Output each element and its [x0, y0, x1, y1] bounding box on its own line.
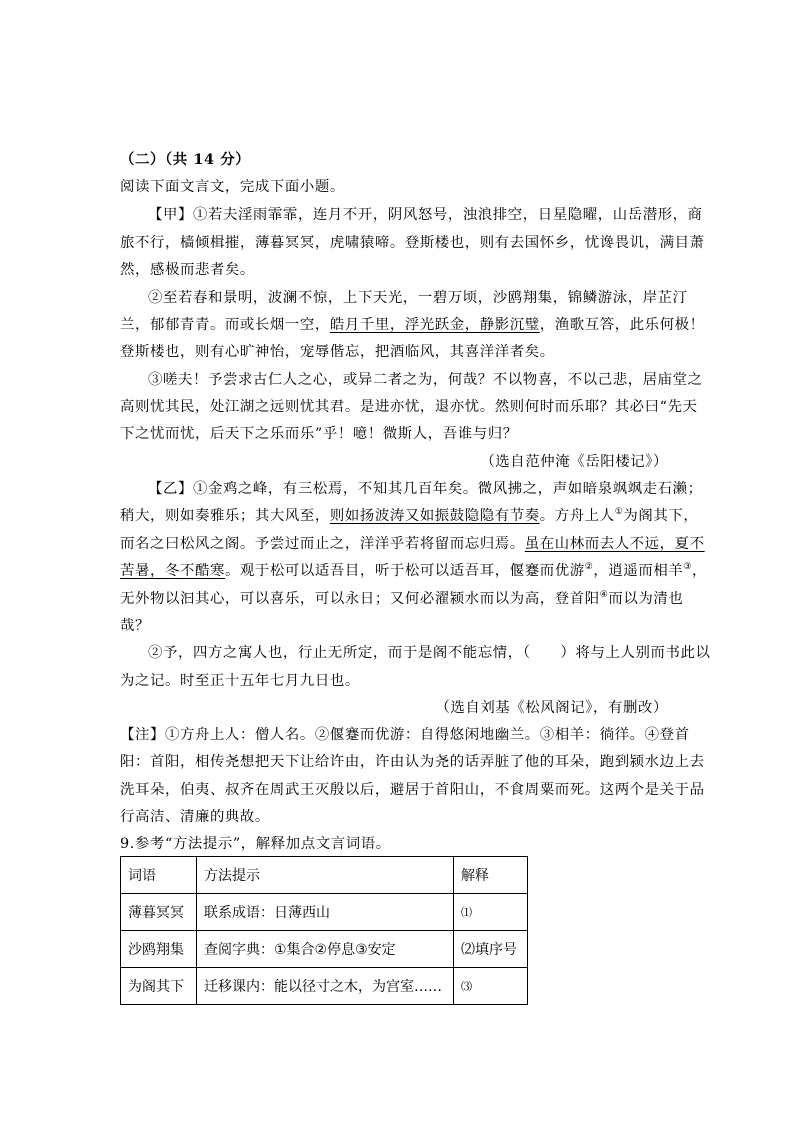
- yi-line4: 苦暑，冬不酷寒。观于松可以适吾目，听于松可以适吾耳，偃蹇而优游②，逍遥而相羊③，: [120, 562, 708, 579]
- instruction: 阅读下面文言文，完成下面小题。: [120, 179, 345, 195]
- table-row: [121, 968, 528, 1005]
- header-word: 词语: [121, 857, 197, 894]
- cell-answer[interactable]: ⑵填序号: [454, 931, 528, 968]
- jia-p1-line3: 然，感极而悲者矣。: [120, 262, 255, 278]
- yi-p2-line1: ②予，四方之寓人也，行止无所定，而于是阁不能忘情，（ ）将与上人别而书此以: [148, 645, 711, 661]
- cell-word: 薄暮冥冥: [121, 894, 197, 931]
- vocab-table: [120, 856, 528, 1005]
- footnote-marker: ①: [614, 507, 624, 518]
- jia-p2-line1: ②至若春和景明，波澜不惊，上下天光，一碧万顷，沙鸥翔集，锦鳞游泳，岸芷汀: [148, 290, 688, 306]
- jia-p1-line1: 【甲】①若夫淫雨霏霏，连月不开，阴风怒号，浊浪排空，日星隐曜，山岳潜形，商: [148, 207, 703, 223]
- note-line4: 行高洁、清廉的典故。: [120, 809, 270, 825]
- note-line1: 【注】①方舟上人：僧人名。②偃蹇而优游：自得悠闲地幽兰。③相羊：徜徉。④登首: [120, 727, 690, 743]
- header-answer: 解释: [454, 857, 528, 894]
- table-row: [121, 931, 528, 968]
- cell-word: 沙鸥翔集: [121, 931, 197, 968]
- table-row: [121, 894, 528, 931]
- underlined-phrase: 皓月千里，浮光跃金，静影沉璧: [329, 317, 540, 333]
- cell-hint: 查阅字典：①集合②停息③安定: [197, 931, 454, 968]
- jia-source: （选自范仲淹《岳阳楼记》）: [480, 454, 668, 470]
- cell-answer[interactable]: ⑴: [454, 894, 528, 931]
- yi-line2: 稍大，则如奏雅乐；其大风至，则如扬波涛又如振鼓隐隐有节奏。方舟上人①为阁其下，: [120, 507, 699, 524]
- jia-p1-line2: 旅不行，樯倾楫摧，薄暮冥冥，虎啸猿啼。登斯楼也，则有去国怀乡，忧谗畏讥，满目萧: [120, 235, 705, 251]
- table-header-row: [121, 857, 528, 894]
- footnote-marker: ④: [599, 590, 609, 601]
- question-9-prompt: 9.参考“方法提示”，解释加点文言词语。: [120, 836, 391, 852]
- footnote-marker: ②: [584, 562, 594, 573]
- yi-source: （选自刘基《松风阁记》，有删改）: [435, 700, 668, 716]
- underlined-phrase: 虽在山林而去人不远，夏不: [524, 536, 705, 552]
- yi-line6: 哉？: [120, 618, 150, 634]
- jia-p2-line3: 登斯楼也，则有心旷神怡，宠辱偕忘，把酒临风，其喜洋洋者矣。: [120, 344, 555, 360]
- yi-p2-line2: 为之记。时至正十五年七月九日也。: [120, 673, 360, 689]
- jia-p3-line2: 高则忧其民，处江湖之远则忧其君。是进亦忧，退亦忧。然则何时而乐耶？其必曰“先天: [120, 399, 698, 415]
- jia-p3-line3: 下之忧而忧，后天下之乐而乐”乎！噫！微斯人，吾谁与归？: [120, 426, 518, 442]
- underlined-phrase: 则如扬波涛又如振鼓隐隐有节奏: [329, 508, 540, 524]
- cell-hint: 迁移课内：能以径寸之木，为宫室……: [197, 968, 454, 1005]
- underlined-phrase: 苦暑，冬不酷寒: [120, 563, 225, 579]
- section-heading: （二）（共 14 分）: [120, 151, 251, 168]
- cell-word: 为阁其下: [121, 968, 197, 1005]
- jia-p3-line1: ③嗟夫！予尝求古仁人之心，或异二者之为，何哉？不以物喜，不以己悲，居庙堂之: [148, 372, 703, 388]
- note-line3: 洗耳朵，伯夷、叔齐在周武王灭殷以后，避居于首阳山，不食周粟而死。这两个是关于品: [120, 782, 705, 798]
- jia-p2-line2: 兰，郁郁青青。而或长烟一空，皓月千里，浮光跃金，静影沉璧，渔歌互答，此乐何极！: [120, 317, 705, 333]
- header-hint: 方法提示: [197, 857, 454, 894]
- note-line2: 阳：首阳，相传尧想把天下让给许由，许由认为尧的话弄脏了他的耳朵，跑到颍水边上去: [120, 754, 705, 770]
- yi-line5: 无外物以汩其心，可以喜乐，可以永日；又何必濯颍水而以为高，登首阳④而以为清也: [120, 590, 684, 607]
- yi-line1: 【乙】①金鸡之峰，有三松焉，不知其几百年矣。微风拂之，声如暗泉飒飒走石濑；: [148, 481, 703, 497]
- cell-answer[interactable]: ⑶: [454, 968, 528, 1005]
- cell-hint: 联系成语：日薄西山: [197, 894, 454, 931]
- yi-line3: 而名之曰松风之阁。予尝过而止之，洋洋乎若将留而忘归焉。虽在山林而去人不远，夏不: [120, 536, 705, 552]
- footnote-marker: ③: [683, 562, 693, 573]
